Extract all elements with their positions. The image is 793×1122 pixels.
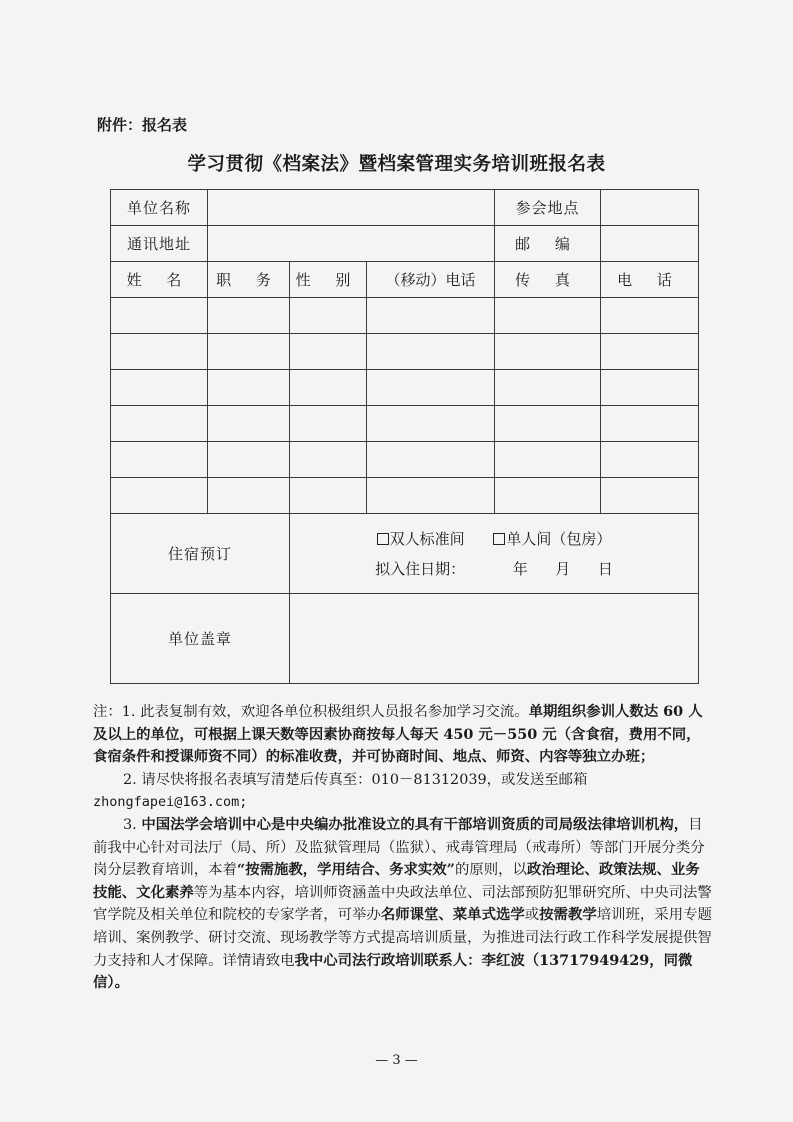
cell[interactable]	[367, 370, 495, 406]
checkin-label: 拟入住日期：	[375, 559, 466, 578]
note-3-bold: 名师课堂、菜单式选学	[380, 906, 525, 924]
cell[interactable]	[367, 298, 495, 334]
address-label: 通讯地址	[111, 226, 208, 262]
email-address: zhongfapei@163.com;	[93, 794, 248, 811]
contact-info: 我中心司法行政培训联系人：李红波（13717949429，同微信）。	[93, 951, 693, 992]
seal-field[interactable]	[290, 594, 699, 684]
col-title-header: 职 务	[208, 262, 290, 298]
cell[interactable]	[495, 298, 601, 334]
col-phone-header: 电 话	[601, 262, 699, 298]
double-room-option[interactable]	[377, 530, 470, 548]
cell[interactable]	[495, 334, 601, 370]
cell[interactable]	[111, 298, 208, 334]
cell[interactable]	[495, 406, 601, 442]
notes-section	[93, 701, 713, 995]
cell[interactable]	[208, 370, 290, 406]
cell[interactable]	[367, 442, 495, 478]
participant-header-row	[111, 262, 699, 298]
cell[interactable]	[208, 406, 290, 442]
col-mobile-header: （移动）电话	[367, 262, 495, 298]
cell[interactable]	[111, 478, 208, 514]
cell[interactable]	[290, 334, 367, 370]
note-3-text: 等为基本内容，培训师资涵盖中央政法单位、司法部预防犯罪研究所、中央司法警官学院及相关单位和院校的专家学者，可举办	[93, 884, 712, 924]
cell[interactable]	[290, 370, 367, 406]
cell[interactable]	[208, 298, 290, 334]
single-room-option[interactable]	[493, 530, 611, 548]
participant-row	[111, 442, 699, 478]
venue-field[interactable]	[601, 190, 699, 226]
note-3-bold: “按需施教，学用结合、务求实效”	[236, 861, 455, 879]
cell[interactable]	[367, 478, 495, 514]
unit-name-label: 单位名称	[111, 190, 208, 226]
note-3-bold: 按需教学	[539, 906, 597, 924]
cell[interactable]	[601, 370, 699, 406]
row-address	[111, 226, 699, 262]
participant-row	[111, 298, 699, 334]
cell[interactable]	[111, 370, 208, 406]
cell[interactable]	[208, 478, 290, 514]
postcode-field[interactable]	[601, 226, 699, 262]
cell[interactable]	[495, 370, 601, 406]
note-1-bold-text: 单期组织参训人数达 60 人及以上的单位，可根据上课天数等因素协商按每人每天 450 元－550 元（含食宿，费用不同，食宿条件和授课师资不同）的标准收费，并可协商时间、地点、师资、内容等独立办班；	[93, 703, 703, 766]
col-gender-header: 性 别	[290, 262, 367, 298]
row-unit-name	[111, 190, 699, 226]
accommodation-label: 住宿预订	[111, 514, 290, 594]
cell[interactable]	[111, 406, 208, 442]
registration-form-table	[110, 189, 699, 684]
accommodation-row	[111, 514, 699, 594]
accommodation-options	[290, 514, 699, 594]
cell[interactable]	[111, 442, 208, 478]
checkin-month: 月	[555, 559, 571, 578]
page-number: — 3 —	[375, 1053, 418, 1068]
note-3-bold: 政治理论、政策法规、业务技能、文化素养	[93, 861, 700, 901]
checkbox-icon[interactable]	[377, 533, 389, 545]
note-3-text: 或	[524, 907, 540, 924]
form-title: 学习贯彻《档案法》暨档案管理实务培训班报名表	[187, 154, 606, 175]
cell[interactable]	[601, 334, 699, 370]
checkin-day: 日	[597, 559, 613, 578]
participant-row	[111, 406, 699, 442]
note-3-text: 培训班，采用专题培训、案例教学、研讨交流、现场教学等方式提高培训质量，为推进司法行政工作科学发展提供智力支持和人才保障。详情请致电	[93, 907, 712, 969]
cell[interactable]	[208, 442, 290, 478]
checkin-year: 年	[512, 559, 528, 578]
double-room-label: 双人标准间	[389, 529, 465, 548]
cell[interactable]	[290, 406, 367, 442]
participant-row	[111, 370, 699, 406]
cell[interactable]	[290, 298, 367, 334]
col-fax-header: 传 真	[495, 262, 601, 298]
venue-label: 参会地点	[495, 190, 601, 226]
note-1-text: 注：1. 此表复制有效，欢迎各单位积极组织人员报名参加学习交流。	[93, 704, 529, 720]
note-3-text: 的原则，以	[454, 862, 527, 879]
note-2-text: 2. 请尽快将报名表填写清楚后传真至：010－81312039，或发送至邮箱	[123, 771, 588, 788]
seal-row	[111, 594, 699, 684]
participant-row	[111, 478, 699, 514]
note-3-number: 3.	[123, 816, 142, 833]
cell[interactable]	[367, 334, 495, 370]
cell[interactable]	[495, 478, 601, 514]
cell[interactable]	[367, 406, 495, 442]
participant-row	[111, 334, 699, 370]
cell[interactable]	[495, 442, 601, 478]
cell[interactable]	[111, 334, 208, 370]
seal-label: 单位盖章	[111, 594, 290, 684]
note-3-text: 目前我中心针对司法厅（局、所）及监狱管理局（监狱）、戒毒管理局（戒毒所）等部门开展分类分岗分层教育培训，本着	[93, 816, 705, 879]
cell[interactable]	[601, 298, 699, 334]
postcode-label: 邮 编	[495, 226, 601, 262]
cell[interactable]	[601, 478, 699, 514]
note-1	[93, 701, 713, 769]
cell[interactable]	[290, 442, 367, 478]
cell[interactable]	[208, 334, 290, 370]
unit-name-field[interactable]	[208, 190, 495, 226]
note-3-bold: 中国法学会培训中心是中央编办批准设立的具有干部培训资质的司局级法律培训机构，	[141, 815, 689, 833]
address-field[interactable]	[208, 226, 495, 262]
col-name-header: 姓 名	[111, 262, 208, 298]
attachment-label: 附件：报名表	[97, 116, 188, 134]
cell[interactable]	[601, 442, 699, 478]
note-2	[93, 769, 713, 814]
single-room-label: 单人间（包房）	[506, 529, 612, 548]
note-3	[93, 814, 713, 995]
checkbox-icon[interactable]	[493, 533, 505, 545]
cell[interactable]	[290, 478, 367, 514]
cell[interactable]	[601, 406, 699, 442]
